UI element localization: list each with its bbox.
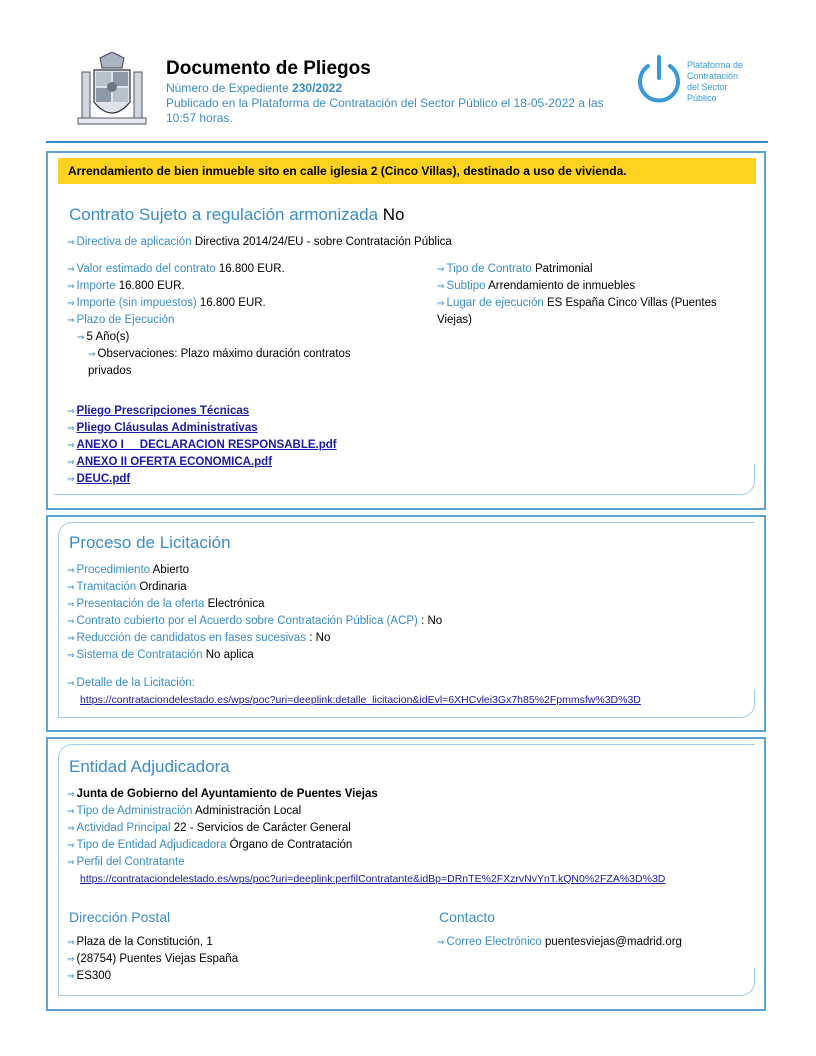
doc-link-row — [67, 454, 272, 471]
importe-sin-impuestos-row: ⇒ Importe (sin impuestos) 16.800 EUR. — [67, 297, 266, 309]
entidad-section-frame-bottom — [58, 968, 755, 996]
arrow-icon: ⇒ — [67, 971, 75, 981]
reduccion-row: ⇒ Reducción de candidatos en fases sucesivas : No — [67, 632, 331, 644]
doc-link-row — [67, 437, 337, 454]
harmonized-title: Contrato Sujeto a regulación armonizada No — [69, 205, 405, 224]
tramitacion-row: ⇒ Tramitación Ordinaria — [67, 581, 187, 593]
arrow-icon: ⇒ — [67, 650, 75, 660]
arrow-icon: ⇒ — [67, 599, 75, 609]
detalle-url-row — [80, 692, 641, 709]
arrow-icon: ⇒ — [67, 565, 75, 575]
arrow-icon: ⇒ — [67, 633, 75, 643]
platform-logo: Plataforma de Contratación del Sector Público — [634, 54, 754, 106]
arrow-icon: ⇒ — [67, 440, 75, 450]
contacto-title: Contacto — [439, 909, 496, 925]
doc-link-clausulas[interactable]: Pliego Cláusulas Administrativas — [76, 422, 258, 434]
perfil-contratante-link[interactable]: https://contrataciondelestado.es/wps/poc?uri=deeplink:perfilContratante&idBp=DRnTE%2FXzrvNvYnT.kQN0%2FZA%3D%3D — [80, 873, 666, 885]
tipo-admin-row: ⇒ Tipo de Administración Administración Local — [67, 805, 302, 817]
arrow-icon: ⇒ — [88, 349, 96, 359]
plazo-value: ⇒ 5 Año(s) — [77, 331, 130, 343]
perfil-row: ⇒ Perfil del Contratante — [67, 856, 185, 868]
arrow-icon: ⇒ — [67, 840, 75, 850]
arrow-icon: ⇒ — [67, 616, 75, 626]
presentacion-row: ⇒ Presentación de la oferta Electrónica — [67, 598, 265, 610]
correo-row: ⇒ Correo Electrónico puentesviejas@madrid.org — [437, 936, 682, 948]
proceso-title: Proceso de Licitación — [69, 533, 231, 552]
entidad-title: Entidad Adjudicadora — [69, 757, 230, 776]
contract-banner: Arrendamiento de bien inmueble sito en calle iglesia 2 (Cinco Villas), destinado a uso de vivienda. — [58, 158, 756, 184]
doc-link-anexo-ii[interactable]: ANEXO II OFERTA ECONOMICA.pdf — [76, 456, 273, 468]
arrow-icon: ⇒ — [67, 406, 75, 416]
doc-link-row — [67, 471, 130, 488]
perfil-url-row — [80, 871, 665, 888]
arrow-icon: ⇒ — [67, 281, 75, 291]
power-icon — [634, 54, 684, 106]
entidad-nombre-row: ⇒ Junta de Gobierno del Ayuntamiento de Puentes Viejas — [67, 788, 378, 800]
detalle-licitacion-link[interactable]: https://contrataciondelestado.es/wps/poc?uri=deeplink:detalle_licitacion&idEvl=6XHCvlei3Gx7h85%2Fpmmsfw%3D%3D — [80, 694, 641, 706]
page-title: Documento de Pliegos — [166, 58, 371, 79]
valor-row: ⇒ Valor estimado del contrato 16.800 EUR. — [67, 263, 285, 275]
arrow-icon: ⇒ — [77, 332, 85, 342]
subtipo-row: ⇒ Subtipo Arrendamiento de inmuebles — [437, 280, 636, 292]
doc-link-row — [67, 420, 258, 437]
direccion-title: Dirección Postal — [69, 909, 171, 925]
lugar-row: ⇒ Lugar de ejecución ES España Cinco Villas (Puentes Viejas) — [437, 297, 717, 326]
doc-link-anexo-i[interactable]: ANEXO I DECLARACION RESPONSABLE.pdf — [76, 439, 337, 451]
arrow-icon: ⇒ — [67, 423, 75, 433]
doc-link-prescripciones[interactable]: Pliego Prescripciones Técnicas — [76, 405, 250, 417]
coat-of-arms-icon — [76, 52, 148, 130]
sistema-row: ⇒ Sistema de Contratación No aplica — [67, 649, 254, 661]
observaciones: ⇒ Observaciones: Plazo máximo duración contratos privados — [88, 348, 351, 377]
arrow-icon: ⇒ — [67, 237, 75, 247]
acp-row: ⇒ Contrato cubierto por el Acuerdo sobre Contratación Pública (ACP) : No — [67, 615, 443, 627]
arrow-icon: ⇒ — [67, 457, 75, 467]
actividad-row: ⇒ Actividad Principal 22 - Servicios de Carácter General — [67, 822, 351, 834]
procedimiento-row: ⇒ Procedimiento Abierto — [67, 564, 190, 576]
arrow-icon: ⇒ — [437, 281, 445, 291]
arrow-icon: ⇒ — [67, 954, 75, 964]
arrow-icon: ⇒ — [437, 937, 445, 947]
arrow-icon: ⇒ — [437, 298, 445, 308]
arrow-icon: ⇒ — [67, 298, 75, 308]
tipo-entidad-row: ⇒ Tipo de Entidad Adjudicadora Órgano de Contratación — [67, 839, 353, 851]
arrow-icon: ⇒ — [67, 937, 75, 947]
arrow-icon: ⇒ — [67, 264, 75, 274]
expediente-number: Número de Expediente 230/2022 — [166, 81, 343, 95]
direccion-line: ⇒ Plaza de la Constitución, 1 — [67, 936, 213, 948]
arrow-icon: ⇒ — [67, 474, 75, 484]
doc-link-row — [67, 403, 249, 420]
published-date: Publicado en la Plataforma de Contratación del Sector Público el 18-05-2022 a las 10:57 horas. — [166, 96, 604, 125]
plazo-row: ⇒ Plazo de Ejecución — [67, 314, 175, 326]
arrow-icon: ⇒ — [67, 582, 75, 592]
arrow-icon: ⇒ — [67, 678, 75, 688]
arrow-icon: ⇒ — [67, 315, 75, 325]
direccion-line: ⇒ (28754) Puentes Viejas España — [67, 953, 239, 965]
arrow-icon: ⇒ — [437, 264, 445, 274]
arrow-icon: ⇒ — [67, 806, 75, 816]
importe-row: ⇒ Importe 16.800 EUR. — [67, 280, 185, 292]
arrow-icon: ⇒ — [67, 823, 75, 833]
tipo-contrato-row: ⇒ Tipo de Contrato Patrimonial — [437, 263, 593, 275]
arrow-icon: ⇒ — [67, 857, 75, 867]
header-divider — [46, 141, 768, 143]
doc-link-deuc[interactable]: DEUC.pdf — [76, 473, 131, 485]
direccion-line: ⇒ ES300 — [67, 970, 112, 982]
detalle-row: ⇒ Detalle de la Licitación: — [67, 677, 195, 689]
directiva-row: ⇒ Directiva de aplicación Directiva 2014/24/EU - sobre Contratación Pública — [67, 236, 452, 248]
arrow-icon: ⇒ — [67, 789, 75, 799]
